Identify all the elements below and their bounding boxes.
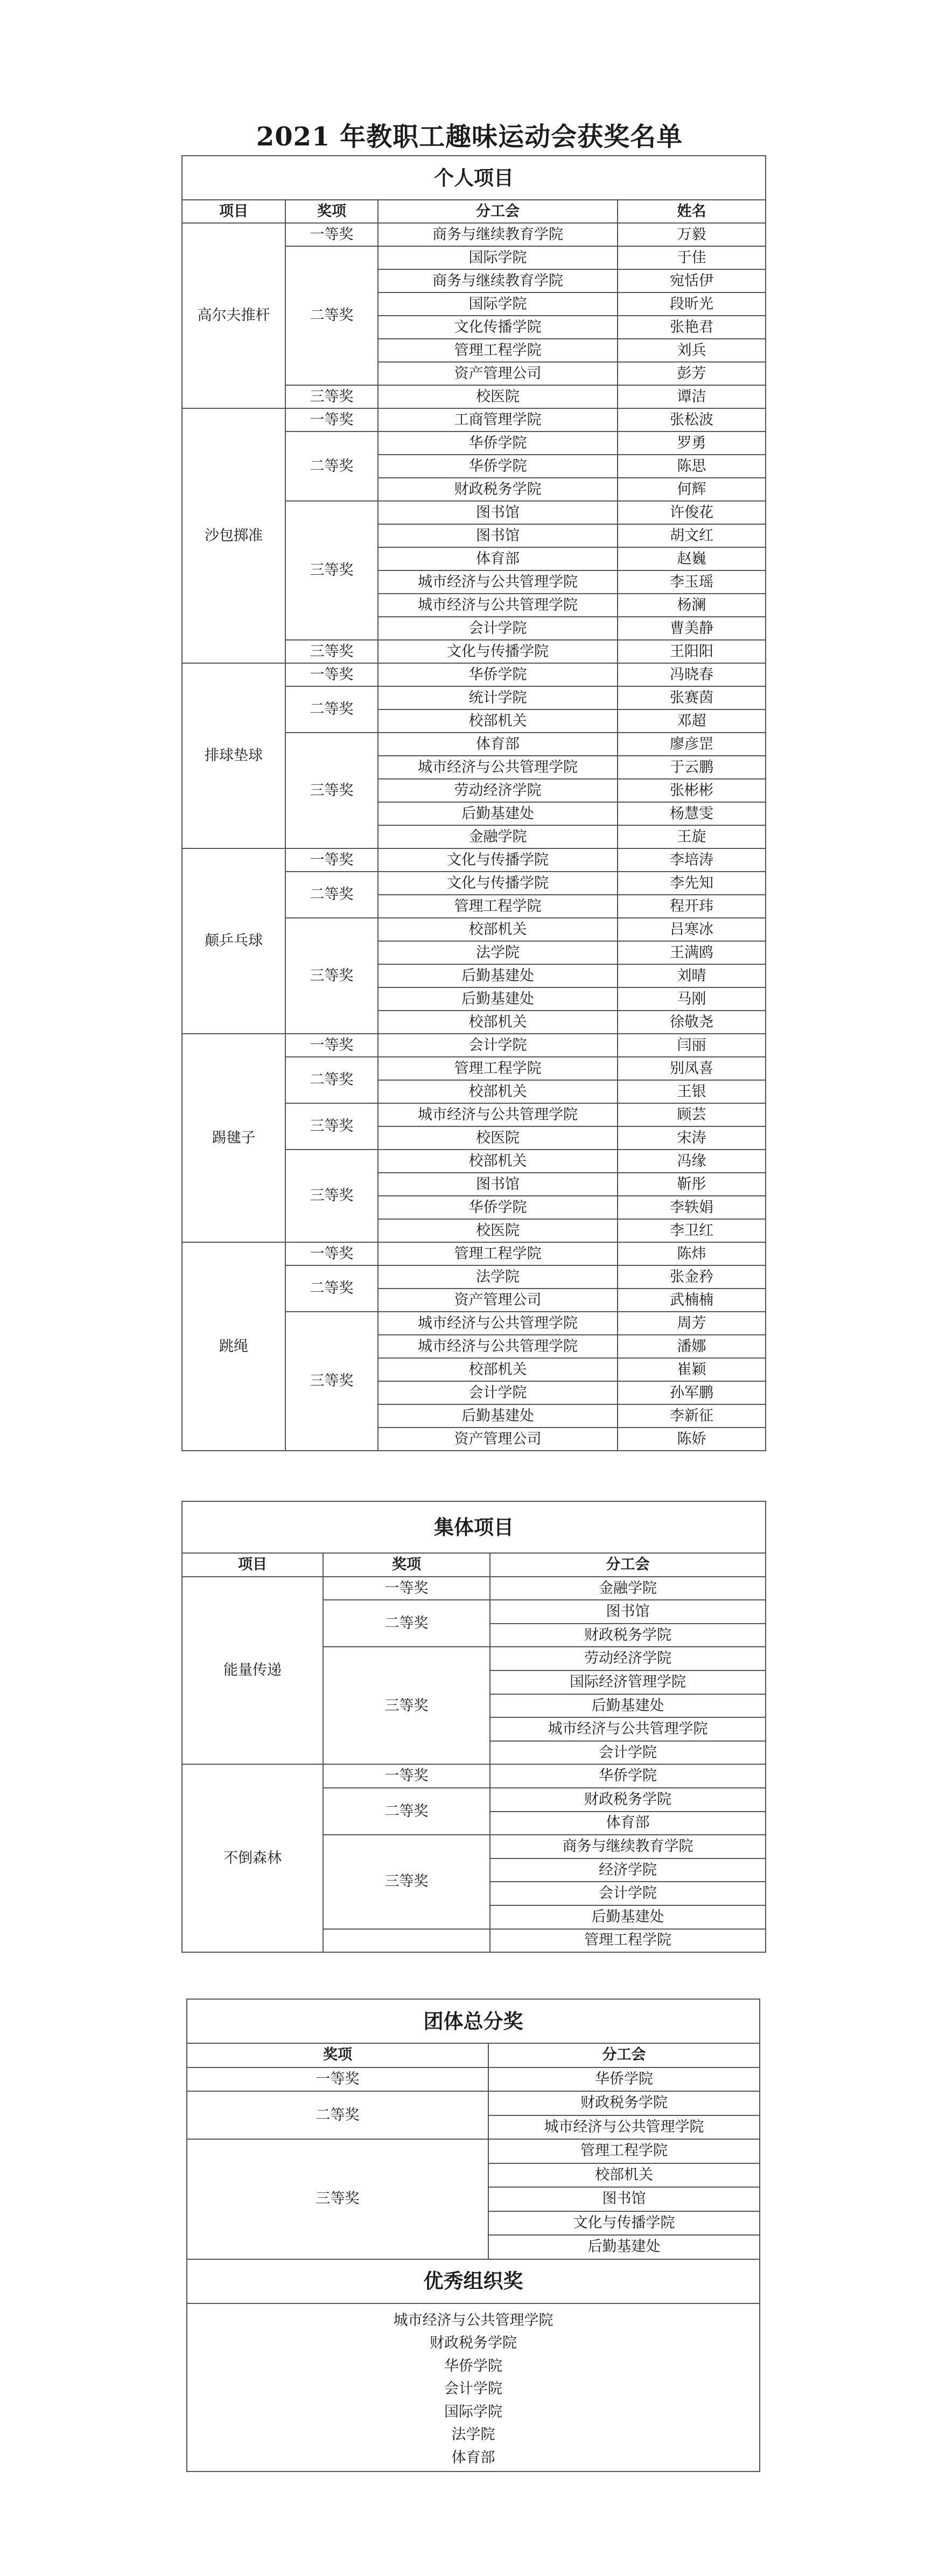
prize-label: 一等奖 [323, 1764, 490, 1788]
union-cell: 财政税务学院 [490, 1788, 766, 1812]
prize-label: 一等奖 [285, 848, 378, 872]
union-cell: 城市经济与公共管理学院 [490, 1717, 766, 1741]
winner-name: 李卫红 [618, 1219, 766, 1242]
section-title-row [187, 1999, 760, 2043]
table-row [182, 1034, 766, 1057]
winner-name: 罗勇 [618, 431, 766, 455]
prize-label: 二等奖 [285, 872, 378, 918]
table-row [182, 848, 766, 872]
prize-label: 二等奖 [285, 1057, 378, 1103]
prize-label: 二等奖 [285, 1265, 378, 1312]
union-cell: 国际学院 [378, 293, 618, 316]
union-cell: 会计学院 [490, 1741, 766, 1765]
union-cell: 管理工程学院 [490, 1929, 766, 1953]
union-cell: 会计学院 [378, 1381, 618, 1404]
union-cell: 会计学院 [378, 617, 618, 640]
winner-name: 张艳君 [618, 316, 766, 339]
union-cell: 文化与传播学院 [378, 640, 618, 663]
union-cell: 会计学院 [378, 1034, 618, 1057]
winner-name: 邓超 [618, 709, 766, 733]
winner-name: 闫丽 [618, 1034, 766, 1057]
union-cell: 校医院 [378, 1219, 618, 1242]
winner-name: 王满鸥 [618, 941, 766, 964]
winner-name: 陈炜 [618, 1242, 766, 1265]
section-title: 团体总分奖 [187, 1999, 760, 2043]
prize-label [323, 1929, 490, 1953]
union-cell: 校医院 [378, 1126, 618, 1150]
winner-name: 杨澜 [618, 594, 766, 617]
union-cell: 校部机关 [378, 1358, 618, 1381]
excellent-unit: 法学院 [451, 2426, 495, 2443]
union-cell: 商务与继续教育学院 [378, 223, 618, 246]
union-cell: 工商管理学院 [378, 408, 618, 431]
winner-name: 陈思 [618, 455, 766, 478]
excellent-award-list [187, 2303, 760, 2471]
union-cell: 城市经济与公共管理学院 [378, 1335, 618, 1358]
union-cell: 商务与继续教育学院 [378, 269, 618, 293]
union-cell: 校部机关 [378, 709, 618, 733]
winner-name: 张金矜 [618, 1265, 766, 1289]
winner-name: 宛恬伊 [618, 269, 766, 293]
union-cell: 文化与传播学院 [378, 872, 618, 895]
union-cell: 后勤基建处 [488, 2235, 760, 2259]
winner-name: 刘兵 [618, 339, 766, 362]
union-cell: 商务与继续教育学院 [490, 1835, 766, 1858]
winner-name: 孙军鹏 [618, 1381, 766, 1404]
individual-awards-table [181, 155, 766, 1451]
union-cell: 劳动经济学院 [490, 1647, 766, 1670]
excellent-unit: 城市经济与公共管理学院 [393, 2312, 553, 2329]
union-cell: 城市经济与公共管理学院 [378, 1312, 618, 1335]
column-header: 奖项 [285, 200, 378, 223]
prize-label: 二等奖 [323, 1788, 490, 1835]
winner-name: 吕寒冰 [618, 918, 766, 941]
union-cell: 管理工程学院 [378, 1242, 618, 1265]
winner-name: 李玉瑶 [618, 570, 766, 594]
event-name: 高尔夫推杆 [182, 223, 285, 408]
union-cell: 后勤基建处 [378, 987, 618, 1011]
prize-label: 三等奖 [323, 1647, 490, 1764]
excellent-unit: 国际学院 [444, 2403, 502, 2420]
union-cell: 城市经济与公共管理学院 [378, 756, 618, 779]
header-row [187, 2043, 760, 2067]
winner-name: 杨慧雯 [618, 802, 766, 825]
union-cell: 校部机关 [378, 1011, 618, 1034]
winner-name: 陈娇 [618, 1428, 766, 1451]
table-row [187, 2139, 760, 2163]
column-header: 分工会 [378, 200, 618, 223]
union-cell: 后勤基建处 [490, 1694, 766, 1718]
column-header: 奖项 [323, 1553, 490, 1577]
union-cell: 体育部 [378, 547, 618, 570]
table-row [182, 663, 766, 686]
winner-name: 宋涛 [618, 1126, 766, 1150]
union-cell: 国际经济管理学院 [490, 1670, 766, 1694]
table-row [182, 1242, 766, 1265]
union-cell: 资产管理公司 [378, 362, 618, 385]
prize-label: 一等奖 [285, 663, 378, 686]
prize-label: 三等奖 [187, 2139, 488, 2259]
prize-label: 三等奖 [285, 1150, 378, 1242]
union-cell: 管理工程学院 [488, 2139, 760, 2163]
table-row [182, 223, 766, 246]
page-title: 2021 年教职工趣味运动会获奖名单 [256, 122, 683, 152]
excellent-list-row [187, 2303, 760, 2471]
prize-label: 一等奖 [285, 1242, 378, 1265]
union-cell: 财政税务学院 [488, 2091, 760, 2115]
header-row [182, 200, 766, 223]
union-cell: 劳动经济学院 [378, 779, 618, 802]
header-row [182, 1553, 766, 1577]
excellent-unit: 体育部 [451, 2449, 495, 2467]
event-name: 踢毽子 [182, 1034, 285, 1242]
winner-name: 王银 [618, 1080, 766, 1103]
union-cell: 图书馆 [378, 524, 618, 547]
prize-label: 一等奖 [285, 408, 378, 431]
section-title-row [182, 156, 766, 200]
union-cell: 资产管理公司 [378, 1428, 618, 1451]
table-row [182, 1577, 766, 1600]
column-header: 奖项 [187, 2043, 488, 2067]
union-cell: 华侨学院 [378, 455, 618, 478]
column-header: 姓名 [618, 200, 766, 223]
union-cell: 华侨学院 [378, 431, 618, 455]
excellent-unit: 会计学院 [444, 2380, 502, 2398]
winner-name: 顾芸 [618, 1103, 766, 1126]
union-cell: 文化与传播学院 [378, 848, 618, 872]
collective-awards-table [181, 1501, 766, 1953]
union-cell: 管理工程学院 [378, 1057, 618, 1080]
union-cell: 图书馆 [378, 1173, 618, 1196]
union-cell: 城市经济与公共管理学院 [378, 570, 618, 594]
union-cell: 后勤基建处 [378, 1404, 618, 1428]
team-awards-table [186, 1999, 760, 2472]
winner-name: 崔颖 [618, 1358, 766, 1381]
winner-name: 靳彤 [618, 1173, 766, 1196]
winner-name: 张彬彬 [618, 779, 766, 802]
prize-label: 二等奖 [285, 431, 378, 501]
union-cell: 后勤基建处 [490, 1905, 766, 1929]
union-cell: 校医院 [378, 385, 618, 408]
union-cell: 管理工程学院 [378, 895, 618, 918]
section-title-row [182, 1501, 766, 1553]
prize-label: 三等奖 [285, 385, 378, 408]
union-cell: 图书馆 [490, 1600, 766, 1624]
event-name: 沙包掷准 [182, 408, 285, 663]
winner-name: 徐敬尧 [618, 1011, 766, 1034]
union-cell: 法学院 [378, 941, 618, 964]
union-cell: 图书馆 [378, 501, 618, 524]
union-cell: 国际学院 [378, 246, 618, 269]
column-header: 分工会 [488, 2043, 760, 2067]
winner-name: 许俊花 [618, 501, 766, 524]
winner-name: 胡文红 [618, 524, 766, 547]
winner-name: 武楠楠 [618, 1289, 766, 1312]
winner-name: 曹美静 [618, 617, 766, 640]
winner-name: 李轶娟 [618, 1196, 766, 1219]
table-row [187, 2067, 760, 2092]
union-cell: 财政税务学院 [490, 1624, 766, 1647]
union-cell: 城市经济与公共管理学院 [378, 1103, 618, 1126]
section-title: 个人项目 [182, 156, 766, 200]
prize-label: 三等奖 [285, 733, 378, 848]
winner-name: 谭洁 [618, 385, 766, 408]
column-header: 分工会 [490, 1553, 766, 1577]
union-cell: 文化传播学院 [378, 316, 618, 339]
winner-name: 冯缘 [618, 1150, 766, 1173]
section-title-row [187, 2259, 760, 2303]
prize-label: 三等奖 [323, 1835, 490, 1928]
winner-name: 程开玮 [618, 895, 766, 918]
prize-label: 一等奖 [285, 223, 378, 246]
union-cell: 后勤基建处 [378, 802, 618, 825]
union-cell: 体育部 [378, 733, 618, 756]
union-cell: 体育部 [490, 1812, 766, 1835]
prize-label: 三等奖 [285, 918, 378, 1034]
prize-label: 三等奖 [285, 1103, 378, 1150]
union-cell: 法学院 [378, 1265, 618, 1289]
union-cell: 经济学院 [490, 1858, 766, 1882]
winner-name: 刘晴 [618, 964, 766, 987]
winner-name: 冯晓春 [618, 663, 766, 686]
event-name: 跳绳 [182, 1242, 285, 1451]
winner-name: 别凤喜 [618, 1057, 766, 1080]
winner-name: 廖彦罡 [618, 733, 766, 756]
column-header: 项目 [182, 200, 285, 223]
event-name: 排球垫球 [182, 663, 285, 848]
winner-name: 王阳阳 [618, 640, 766, 663]
excellent-unit: 华侨学院 [444, 2357, 502, 2375]
prize-label: 一等奖 [323, 1577, 490, 1600]
event-name: 颠乒乓球 [182, 848, 285, 1034]
event-name: 能量传递 [182, 1577, 323, 1765]
prize-label: 三等奖 [285, 1312, 378, 1451]
winner-name: 李先知 [618, 872, 766, 895]
column-header: 项目 [182, 1553, 323, 1577]
winner-name: 李培涛 [618, 848, 766, 872]
union-cell: 校部机关 [378, 1150, 618, 1173]
union-cell: 华侨学院 [378, 663, 618, 686]
prize-label: 二等奖 [323, 1600, 490, 1647]
section-title: 集体项目 [182, 1501, 766, 1553]
winner-name: 潘娜 [618, 1335, 766, 1358]
winner-name: 李新征 [618, 1404, 766, 1428]
prize-label: 二等奖 [285, 686, 378, 733]
union-cell: 图书馆 [488, 2187, 760, 2211]
table-row [187, 2091, 760, 2115]
prize-label: 三等奖 [285, 501, 378, 640]
winner-name: 段昕光 [618, 293, 766, 316]
prize-label: 三等奖 [285, 640, 378, 663]
excellent-unit: 财政税务学院 [430, 2335, 517, 2352]
union-cell: 校部机关 [378, 918, 618, 941]
prize-label: 一等奖 [187, 2067, 488, 2092]
winner-name: 何辉 [618, 478, 766, 501]
union-cell: 华侨学院 [490, 1764, 766, 1788]
winner-name: 于云鹏 [618, 756, 766, 779]
union-cell: 后勤基建处 [378, 964, 618, 987]
union-cell: 校部机关 [488, 2163, 760, 2188]
winner-name: 万毅 [618, 223, 766, 246]
union-cell: 华侨学院 [378, 1196, 618, 1219]
union-cell: 校部机关 [378, 1080, 618, 1103]
winner-name: 王旋 [618, 825, 766, 848]
union-cell: 会计学院 [490, 1882, 766, 1905]
winner-name: 张赛茵 [618, 686, 766, 709]
prize-label: 二等奖 [285, 246, 378, 385]
union-cell: 统计学院 [378, 686, 618, 709]
union-cell: 华侨学院 [488, 2067, 760, 2092]
winner-name: 周芳 [618, 1312, 766, 1335]
table-row [182, 1764, 766, 1788]
winner-name: 彭芳 [618, 362, 766, 385]
winner-name: 赵巍 [618, 547, 766, 570]
prize-label: 二等奖 [187, 2091, 488, 2139]
union-cell: 金融学院 [378, 825, 618, 848]
winner-name: 于佳 [618, 246, 766, 269]
excellent-award-title: 优秀组织奖 [187, 2259, 760, 2303]
union-cell: 城市经济与公共管理学院 [488, 2115, 760, 2140]
union-cell: 文化与传播学院 [488, 2211, 760, 2236]
union-cell: 金融学院 [490, 1577, 766, 1600]
union-cell: 管理工程学院 [378, 339, 618, 362]
winner-name: 马刚 [618, 987, 766, 1011]
winner-name: 张松波 [618, 408, 766, 431]
union-cell: 财政税务学院 [378, 478, 618, 501]
event-name: 不倒森林 [182, 1764, 323, 1952]
table-row [182, 408, 766, 431]
union-cell: 城市经济与公共管理学院 [378, 594, 618, 617]
prize-label: 一等奖 [285, 1034, 378, 1057]
union-cell: 资产管理公司 [378, 1289, 618, 1312]
